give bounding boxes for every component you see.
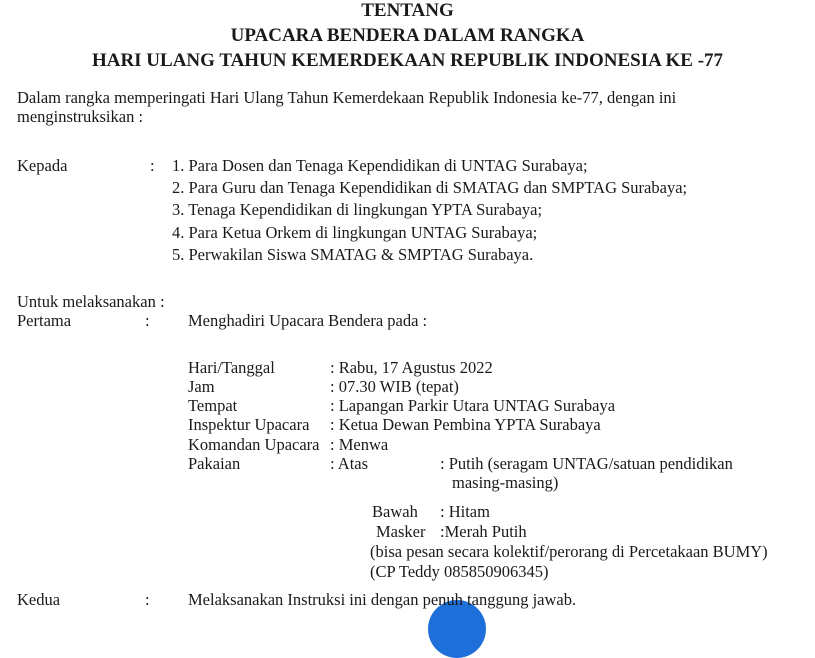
note-line: (CP Teddy 085850906345) bbox=[370, 562, 549, 581]
detail-value: : 07.30 WIB (tepat) bbox=[330, 377, 459, 396]
detail-label: Inspektur Upacara bbox=[188, 415, 310, 434]
detail-value: : Lapangan Parkir Utara UNTAG Surabaya bbox=[330, 396, 616, 415]
detail-label: Jam bbox=[188, 377, 215, 396]
pertama-label: Pertama bbox=[17, 311, 72, 330]
atas-value: : Putih (seragam UNTAG/satuan pendidikan bbox=[440, 454, 733, 473]
note-line: (bisa pesan secara kolektif/perorang di Percetakaan BUMY) bbox=[370, 542, 768, 561]
pertama-colon: : bbox=[145, 311, 150, 330]
title-line-1: TENTANG bbox=[361, 0, 454, 21]
kepada-item: 3. Tenaga Kependidikan di lingkungan YPTA Surabaya; bbox=[172, 200, 543, 219]
kepada-item: 1. Para Dosen dan Tenaga Kependidikan di UNTAG Surabaya; bbox=[172, 156, 588, 175]
untuk-colon: : bbox=[160, 292, 165, 311]
masker-label: Masker bbox=[376, 522, 426, 541]
title-line-2: UPACARA BENDERA DALAM RANGKA bbox=[230, 25, 585, 46]
intro-line-2: menginstruksikan : bbox=[17, 107, 144, 126]
kepada-item: 4. Para Ketua Orkem di lingkungan UNTAG Surabaya; bbox=[172, 223, 538, 242]
kepada-item: 5. Perwakilan Siswa SMATAG & SMPTAG Surabaya. bbox=[172, 245, 534, 264]
kepada-item: 2. Para Guru dan Tenaga Kependidikan di SMATAG dan SMPTAG Surabaya; bbox=[172, 178, 688, 197]
detail-label: Pakaian bbox=[188, 454, 241, 473]
kepada-label: Kepada bbox=[17, 156, 68, 175]
masker-value: :Merah Putih bbox=[440, 522, 527, 541]
detail-value: : Rabu, 17 Agustus 2022 bbox=[330, 358, 493, 377]
kepada-colon: : bbox=[150, 156, 155, 175]
kedua-colon: : bbox=[145, 590, 150, 609]
detail-value: : Atas bbox=[330, 454, 369, 473]
detail-value: : Ketua Dewan Pembina YPTA Surabaya bbox=[330, 415, 601, 434]
kedua-text: Melaksanakan Instruksi ini dengan penuh tanggung jawab. bbox=[188, 590, 577, 609]
bawah-label: Bawah bbox=[372, 502, 418, 521]
detail-value: : Menwa bbox=[330, 435, 389, 454]
title-line-3: HARI ULANG TAHUN KEMERDEKAAN REPUBLIK INDONESIA KE -77 bbox=[91, 50, 724, 71]
detail-label: Komandan Upacara bbox=[188, 435, 320, 454]
detail-label: Hari/Tanggal bbox=[188, 358, 275, 377]
atas-value-cont: masing-masing) bbox=[452, 473, 559, 492]
pertama-text: Menghadiri Upacara Bendera pada : bbox=[188, 311, 428, 330]
bawah-value: : Hitam bbox=[440, 502, 490, 521]
intro-line-1: Dalam rangka memperingati Hari Ulang Tahun Kemerdekaan Republik Indonesia ke-77, dengan ini bbox=[17, 88, 677, 107]
untuk-label: Untuk melaksanakan bbox=[17, 292, 156, 311]
detail-label: Tempat bbox=[188, 396, 238, 415]
kedua-label: Kedua bbox=[17, 590, 61, 609]
